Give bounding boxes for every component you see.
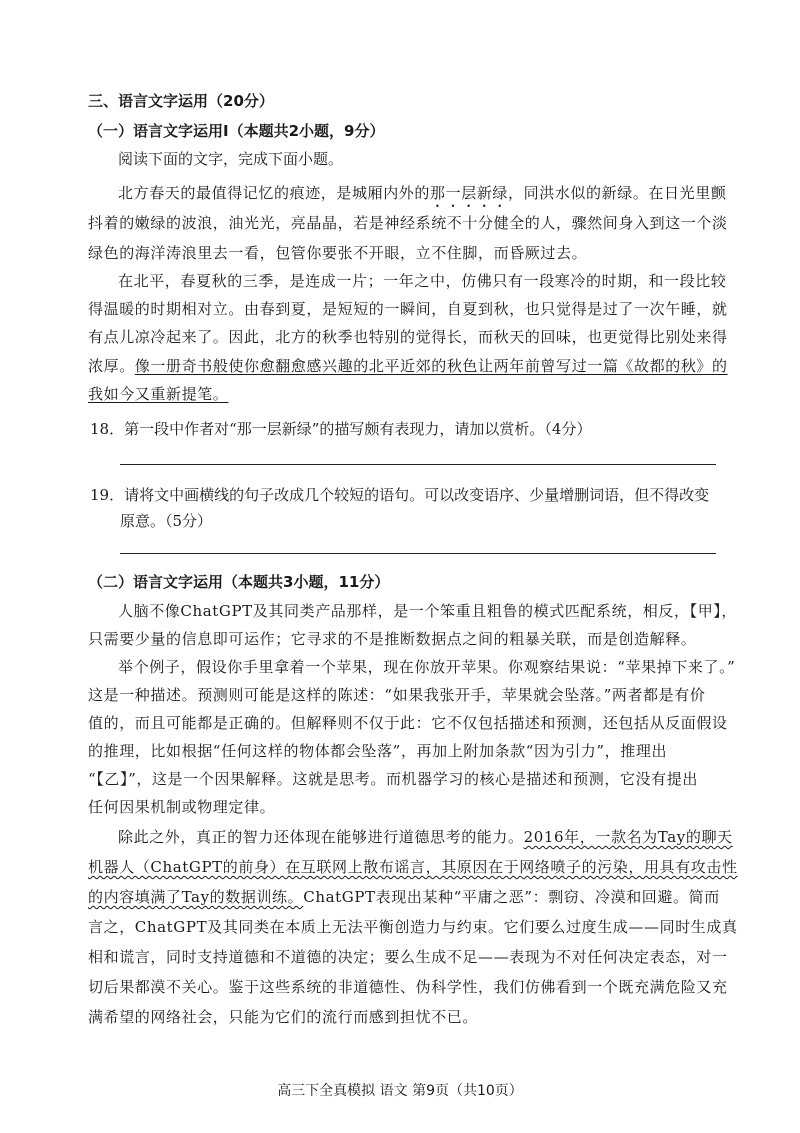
passage2-p2-line6: 任何因果机制或物理定律。 bbox=[88, 798, 276, 816]
passage2-p3-line4: 言之，ChatGPT及其同类在本质上无法平衡创造力与约束。它们要么过度生成——同时生成真 bbox=[88, 918, 738, 936]
passage2-p2-line1: 举个例子，假设你手里拿着一个苹果，现在你放开苹果。你观察结果说：“苹果掉下来了。” bbox=[118, 658, 736, 676]
passage1-p1-line3: 绿色的海洋涛浪里去一看，包管你要张不开眼，立不住脚，而昏厥过去。 bbox=[88, 244, 588, 262]
passage2-p2-line5: “【乙】”，这是一个因果解释。这就是思考。而机器学习的核心是描述和预测，它没有提出 bbox=[88, 770, 698, 788]
passage2-p3-line1 bbox=[118, 826, 733, 848]
passage2-p3-line1a: 除此之外，真正的智力还体现在能够进行道德思考的能力。 bbox=[118, 828, 524, 846]
passage2-p3-line3b: ChatGPT表现出某种“平庸之恶”：剽窃、冷漠和回避。简而 bbox=[303, 888, 720, 906]
passage1-p2-line3: 有点儿凉冷起来了。因此，北方的秋季也特别的觉得长，而秋天的回味，也更觉得比别处来得 bbox=[88, 328, 728, 346]
passage2-p3-line6: 切后果都漠不关心。鉴于这些系统的非道德性、伪科学性，我们仿佛看到一个既充满危险又充 bbox=[88, 978, 728, 996]
passage1-p2-line1: 在北平，春夏秋的三季，是连成一片；一年之中，仿佛只有一段寒冷的时期，和一段比较 bbox=[118, 272, 727, 290]
passage2-p2-line3: 值的，而且可能都是正确的。但解释则不仅于此：它不仅包括描述和预测，还包括从反面假设 bbox=[88, 714, 728, 732]
passage1-p1-line1c: ，同洪水似的新绿。在日光里颤 bbox=[508, 184, 727, 202]
passage2-p1-line1: 人脑不像ChatGPT及其同类产品那样，是一个笨重且粗鲁的模式匹配系统，相反，【甲】， bbox=[118, 602, 737, 620]
section-title: 三、语言文字运用（20分） bbox=[88, 92, 274, 110]
passage2-p3-line7: 满希望的网络社会，只能为它们的流行而感到担忧不已。 bbox=[88, 1008, 479, 1026]
answer-line-19[interactable] bbox=[120, 553, 716, 554]
part1-instruction: 阅读下面的文字，完成下面小题。 bbox=[118, 150, 344, 168]
passage1-p2-line4a: 浓厚。 bbox=[88, 357, 135, 375]
part1-title: （一）语言文字运用Ⅰ（本题共2小题，9分） bbox=[88, 122, 385, 140]
part2-title: （二）语言文字运用（本题共3小题，11分） bbox=[88, 573, 390, 591]
passage2-p2-line4: 的推理，比如根据“任何这样的物体都会坠落”，再加上附加条款“因为引力”，推理出 bbox=[88, 742, 668, 760]
passage1-p1-line1 bbox=[118, 182, 726, 211]
wavy-sentence-start: 2016年，一款名为Tay的聊天 bbox=[523, 828, 733, 846]
underlined-sentence-end: 我如今又重新提笔。 bbox=[88, 385, 229, 403]
passage1-p2-line5 bbox=[88, 383, 228, 405]
passage2-p1-line2: 只需要少量的信息即可运作；它寻求的不是推断数据点之间的粗暴关联，而是创造解释。 bbox=[88, 630, 697, 648]
question-19-line2: 原意。（5分） bbox=[120, 512, 213, 530]
passage2-p3-line2 bbox=[88, 856, 738, 878]
wavy-sentence-end: 的内容填满了Tay的数据训练。 bbox=[88, 888, 304, 906]
passage1-p2-line4 bbox=[88, 355, 728, 377]
passage2-p3-line3 bbox=[88, 886, 720, 908]
wavy-sentence-mid: 机器人（ChatGPT的前身）在互联网上散布谣言，其原因在于网络喷子的污染，用具有攻击性 bbox=[88, 858, 738, 876]
passage1-p1-line1a: 北方春天的最值得记忆的痕迹，是城厢内外的 bbox=[118, 184, 431, 202]
question-19-line1: 19．请将文中画横线的句子改成几个较短的语句。可以改变语序、少量增删词语，但不得改变 bbox=[90, 486, 710, 504]
question-18: 18．第一段中作者对“那一层新绿”的描写颇有表现力，请加以赏析。（4分） bbox=[90, 420, 592, 438]
answer-line-18[interactable] bbox=[120, 464, 716, 465]
passage1-p2-line2: 得温暖的时期相对立。由春到夏，是短短的一瞬间，自夏到秋，也只觉得是过了一次午睡，就 bbox=[88, 300, 728, 318]
page-footer: 高三下全真模拟 语文 第9页（共10页） bbox=[277, 1083, 523, 1099]
underlined-sentence: 像一册奇书般使你愈翻愈感兴趣的北平近郊的秋色让两年前曾写过一篇《故都的秋》的 bbox=[134, 357, 728, 375]
passage2-p2-line2: 这是一种描述。预测则可能是这样的陈述：“如果我张开手，苹果就会坠落。”两者都是有价 bbox=[88, 686, 706, 704]
passage2-p3-line5: 相和谎言，同时支持道德和不道德的决定；要么生成不足——表现为不对任何决定表态，对一 bbox=[88, 948, 728, 966]
passage1-p1-line2: 抖着的嫩绿的波浪，油光光，亮晶晶，若是神经系统不十分健全的人，骤然间身入到这一个淡 bbox=[88, 214, 728, 232]
new-green-phrase: 那一层新绿 bbox=[430, 184, 509, 202]
